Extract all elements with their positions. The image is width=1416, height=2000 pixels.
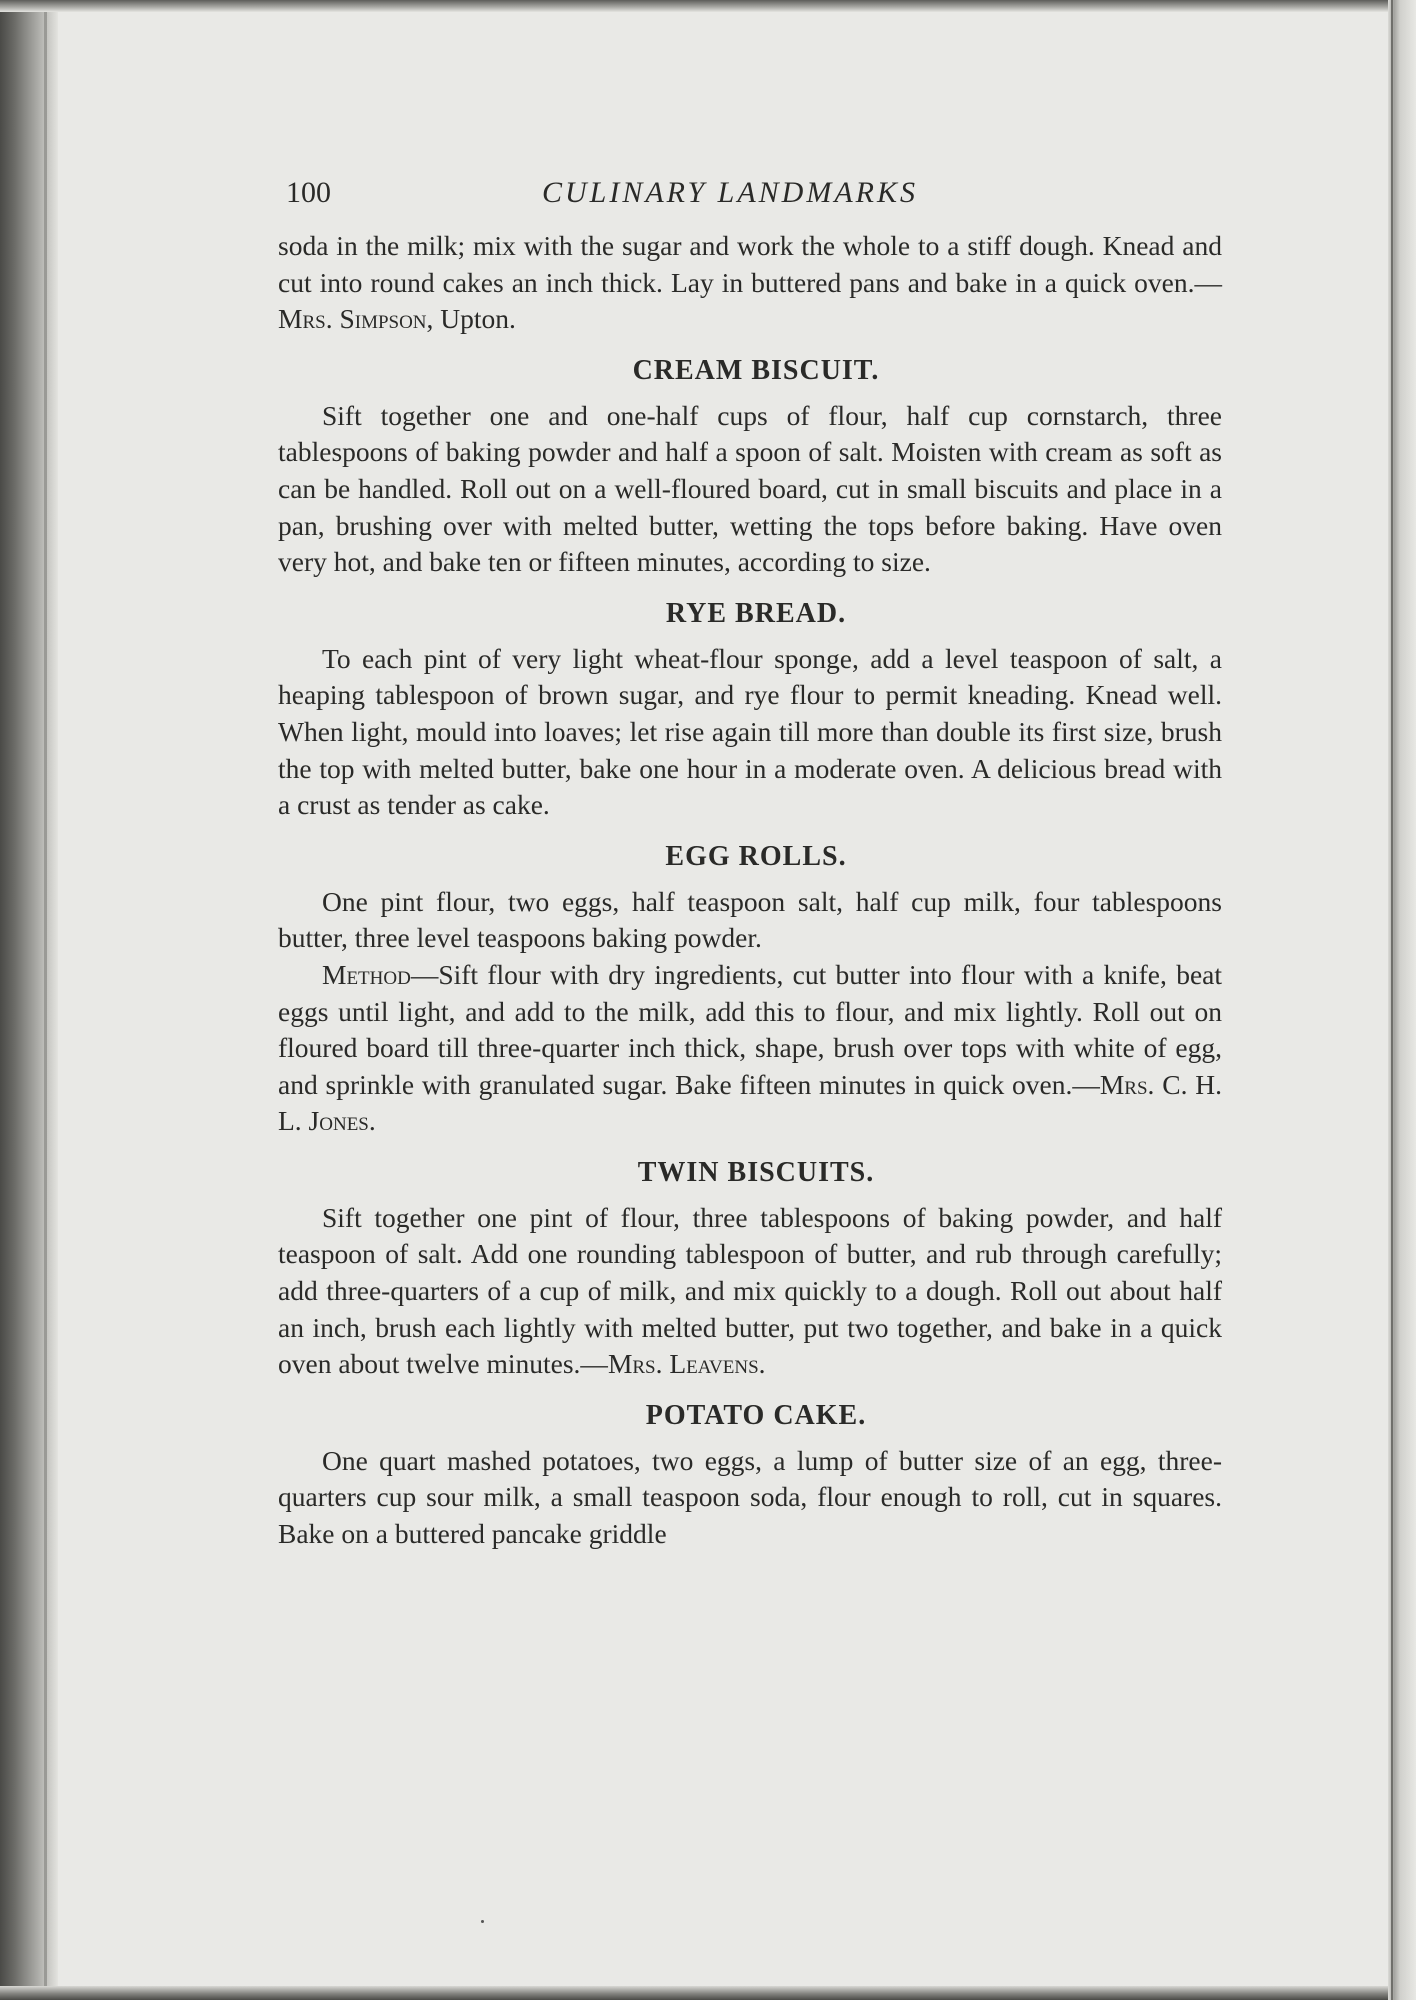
recipe-paragraph: One quart mashed potatoes, two eggs, a lump of butter size of an egg, three-quarters cup sour milk, a small teaspoon soda, flour enough to roll, cut in squares. Bake on a buttered pancake griddle [278,1444,1222,1550]
attribution: Mrs. Leavens. [607,1348,766,1380]
recipe-title: CREAM BISCUIT. [632,354,880,386]
recipe-paragraph [262,1200,1242,1383]
recipe-rye-bread [262,597,1242,824]
recipe-paragraph: To each pint of very light wheat-flour sponge, add a level teaspoon of salt, a heaping tablespoon of brown sugar, and rye flour to permit kneading. Knead well. When light, mould into loaves; let rise again till more than double its first size, brush the top with melted butter, bake one hour in a moderate oven. A delicious bread with a crust as tender as cake. [278,642,1222,821]
recipe-title: POTATO CAKE. [645,1399,867,1431]
method-paragraph [262,957,1242,1140]
recipe-egg-rolls [262,840,1242,1140]
method-label: Method [322,958,411,990]
recipe-cream-biscuit [262,354,1242,581]
recipe-twin-biscuits [262,1156,1242,1383]
running-head [262,176,1242,228]
book-binding-edge [0,0,58,2000]
recipe-title: EGG ROLLS. [665,840,847,872]
recipe-title: TWIN BISCUITS. [637,1156,875,1188]
continued-paragraph [262,228,1242,338]
top-scan-edge [0,0,1416,12]
recipe-paragraph: Sift together one and one-half cups of flour, half cup cornstarch, three tablespoons of baking powder and half a spoon of salt. Moisten with cream as soft as can be handled. Roll out on a well-floured board, cut in small biscuits and place in a pan, brushing over with melted butter, wetting the tops before baking. Have oven very hot, and bake ten or fifteen minutes, according to size. [278,399,1222,578]
recipe-title: RYE BREAD. [665,597,847,629]
book-title: CULINARY LANDMARKS [542,176,918,209]
continued-text: soda in the milk; mix with the sugar and work the whole to a stiff dough. Knead and cut into round cakes an inch thick. Lay in buttered pans and bake in a quick oven.— [278,230,1222,298]
attribution-tail: , Upton. [426,303,516,335]
binding-line [44,0,47,2000]
page-number: 100 [286,176,331,209]
attribution: Mrs. Simpson [278,303,427,335]
method-text: —Sift flour with dry ingredients, cut butter into flour with a knife, beat eggs until light, and add to the milk, add this to flour, and mix lightly. Roll out on floured board till three-quarter inch thick, shape, brush over tops with white of egg, and sprinkle with granulated sugar. Bake fifteen minutes in quick oven.— [278,958,1222,1100]
recipe-paragraph: One pint flour, two eggs, half teaspoon salt, half cup milk, four tablespoons butter, three level teaspoons baking powder. [278,885,1222,954]
speck-mark [481,1920,484,1923]
recipe-potato-cake [262,1399,1242,1553]
right-edge-line [1391,0,1393,2000]
page-content [262,176,1242,1553]
bottom-scan-edge [0,1986,1416,2000]
attribution: Mrs. C. H. L. Jones. [278,1068,1222,1137]
recipe-text: Sift together one pint of flour, three tablespoons of baking powder, and half teaspoon of salt. Add one rounding tablespoon of butter, and rub through carefully; add three-quarters of a cup of milk, and mix quickly to a dough. Roll out about half an inch, brush each lightly with melted butter, put two together, and bake in a quick oven about twelve minutes.— [278,1201,1222,1380]
